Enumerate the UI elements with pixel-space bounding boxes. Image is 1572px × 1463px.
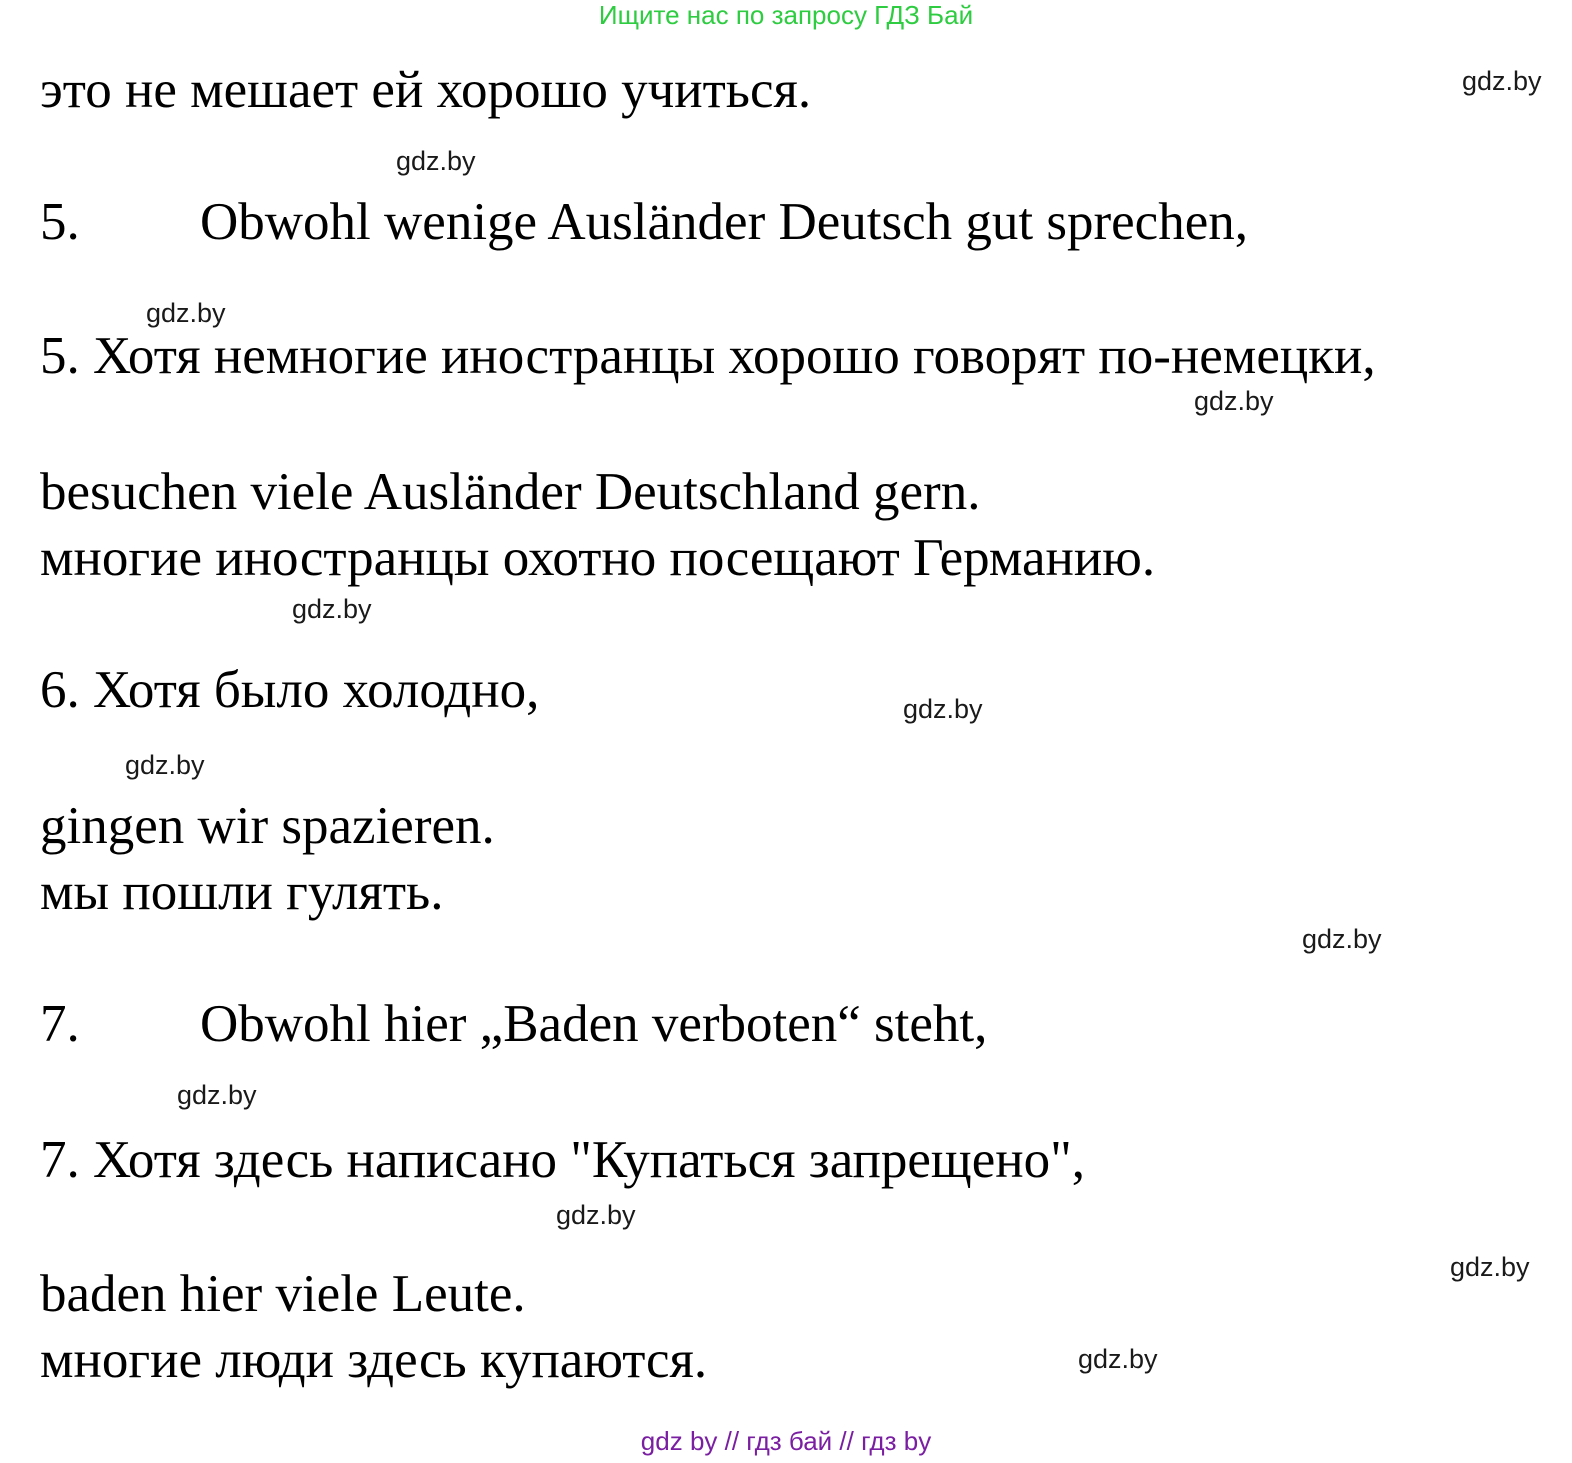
watermark: gdz.by bbox=[146, 298, 226, 328]
text-line-8: мы пошли гулять. bbox=[40, 863, 444, 921]
watermark: gdz.by bbox=[1078, 1344, 1158, 1374]
watermark: gdz.by bbox=[292, 594, 372, 624]
watermark: gdz.by bbox=[125, 750, 205, 780]
watermark: gdz.by bbox=[177, 1080, 257, 1110]
watermark: gdz.by bbox=[1450, 1252, 1530, 1282]
item-number: 7. bbox=[40, 995, 80, 1053]
text-line-1: это не мешает ей хорошо учиться. bbox=[40, 61, 812, 119]
watermark: gdz.by bbox=[396, 146, 476, 176]
item-number: 5. bbox=[40, 193, 80, 251]
watermark: gdz.by bbox=[556, 1200, 636, 1230]
text-line-10: 7. Хотя здесь написано "Купаться запрещено", bbox=[40, 1131, 1086, 1189]
text-line-11: baden hier viele Leute. bbox=[40, 1265, 526, 1323]
text-line-3: 5. Хотя немногие иностранцы хорошо говорят по-немецки, bbox=[40, 327, 1376, 385]
german-sentence: Obwohl wenige Ausländer Deutsch gut sprechen, bbox=[200, 193, 1248, 251]
german-sentence: Obwohl hier „Baden verboten“ steht, bbox=[200, 995, 988, 1053]
text-line-9 bbox=[40, 995, 988, 1053]
text-line-6: 6. Хотя было холодно, bbox=[40, 661, 540, 719]
text-line-5: многие иностранцы охотно посещают Германию. bbox=[40, 529, 1156, 587]
watermark: gdz.by bbox=[1302, 924, 1382, 954]
text-line-2 bbox=[40, 193, 1248, 251]
text-line-4: besuchen viele Ausländer Deutschland gern. bbox=[40, 463, 981, 521]
watermark: gdz.by bbox=[1194, 386, 1274, 416]
watermark: gdz.by bbox=[903, 694, 983, 724]
top-banner: Ищите нас по запросу ГДЗ Бай bbox=[598, 0, 974, 30]
text-line-12: многие люди здесь купаются. bbox=[40, 1331, 708, 1389]
watermark: gdz.by bbox=[1462, 66, 1542, 96]
footer-watermark: gdz by // гдз бай // гдз by bbox=[640, 1426, 932, 1456]
text-line-7: gingen wir spazieren. bbox=[40, 797, 495, 855]
